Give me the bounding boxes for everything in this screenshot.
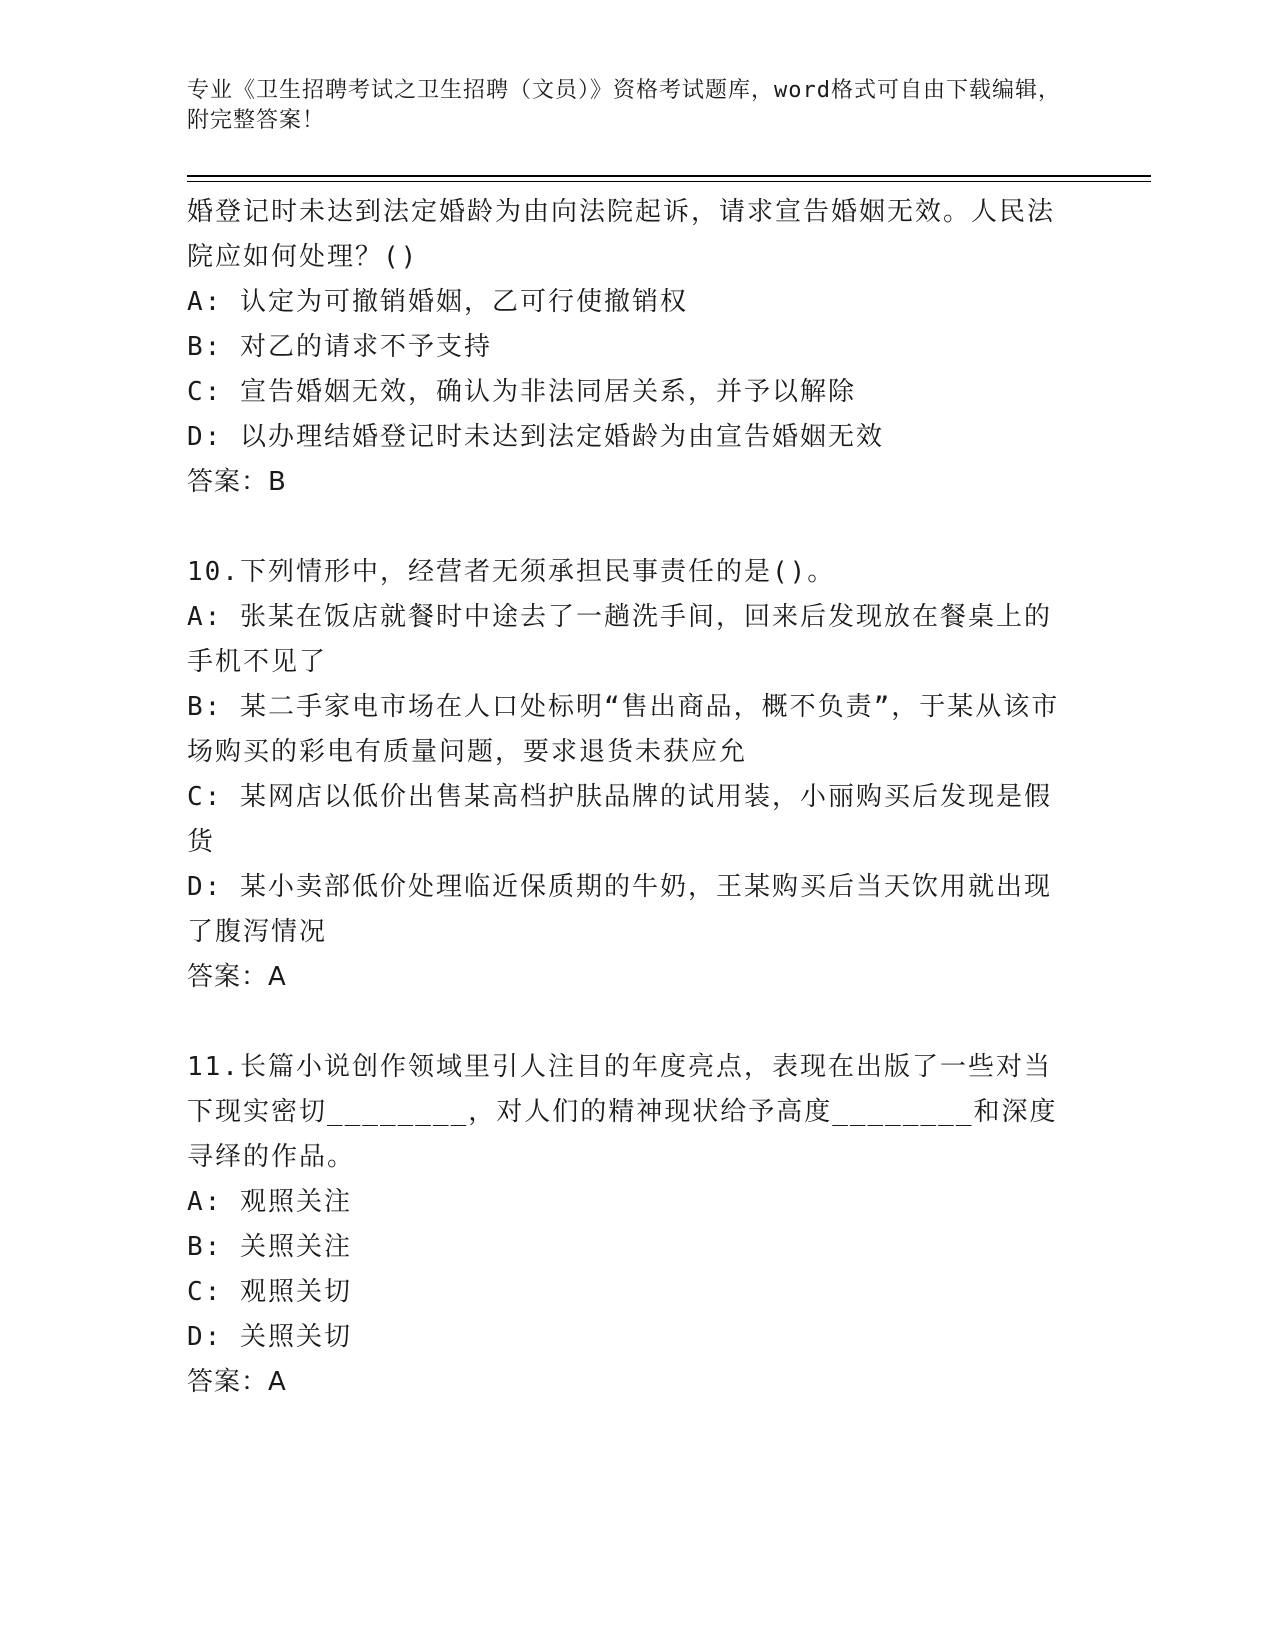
- answer: 答案：A: [187, 962, 287, 992]
- question-spacer: [187, 505, 1077, 550]
- option-d: D: 以办理结婚登记时未达到法定婚龄为由宣告婚姻无效: [187, 422, 884, 452]
- header-rule-thin: [187, 181, 1151, 182]
- option-b: B: 关照关注: [187, 1232, 352, 1262]
- question-spacer: [187, 1000, 1077, 1045]
- option-b: B: 某二手家电市场在人口处标明“售出商品，概不负责”，于某从该市场购买的彩电有质量问题，要求退货未获应允: [187, 692, 1060, 767]
- answer: 答案：A: [187, 1367, 287, 1397]
- question-stem: 11.长篇小说创作领域里引人注目的年度亮点，表现在出版了一些对当下现实密切________，对人们的精神现状给予高度________和深度寻绎的作品。: [187, 1052, 1058, 1172]
- option-c: C: 观照关切: [187, 1277, 352, 1307]
- question-10: [187, 550, 1077, 1000]
- document-header: 专业《卫生招聘考试之卫生招聘（文员）》资格考试题库，word格式可自由下载编辑，附完整答案！: [187, 78, 1061, 133]
- option-a: A: 观照关注: [187, 1187, 352, 1217]
- question-11: [187, 1045, 1077, 1405]
- option-d: D: 关照关切: [187, 1322, 352, 1352]
- option-a: A: 认定为可撤销婚姻，乙可行使撤销权: [187, 287, 688, 317]
- option-b: B: 对乙的请求不予支持: [187, 332, 492, 362]
- option-c: C: 某网店以低价出售某高档护肤品牌的试用装，小丽购买后发现是假货: [187, 782, 1052, 857]
- question-stem: 10.下列情形中，经营者无须承担民事责任的是()。: [187, 557, 836, 587]
- option-a: A: 张某在饭店就餐时中途去了一趟洗手间，回来后发现放在餐桌上的手机不见了: [187, 602, 1052, 677]
- header-rule-thick: [187, 175, 1151, 177]
- question-9: [187, 190, 1077, 505]
- question-stem: 婚登记时未达到法定婚龄为由向法院起诉，请求宣告婚姻无效。人民法院应如何处理？(): [187, 197, 1056, 272]
- option-d: D: 某小卖部低价处理临近保质期的牛奶，王某购买后当天饮用就出现了腹泻情况: [187, 872, 1052, 947]
- answer: 答案：B: [187, 467, 287, 497]
- question-content: [187, 190, 1077, 1405]
- option-c: C: 宣告婚姻无效，确认为非法同居关系，并予以解除: [187, 377, 856, 407]
